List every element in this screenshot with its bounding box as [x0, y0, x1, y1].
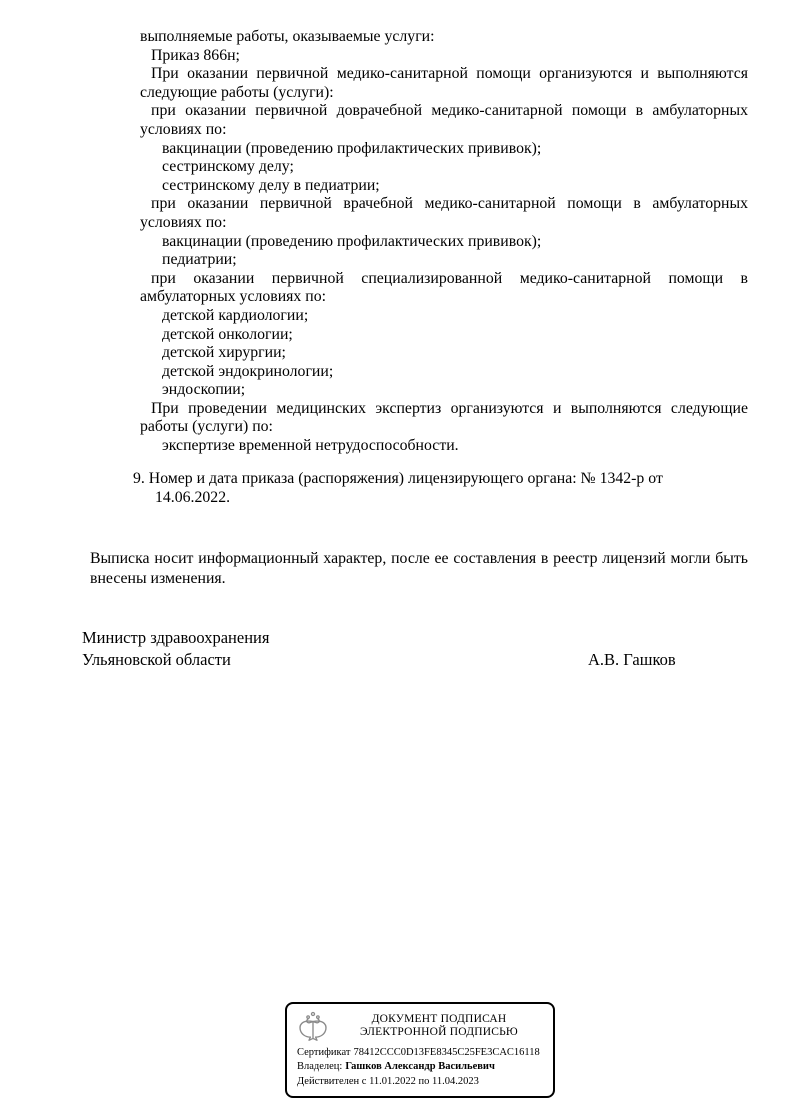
- signer-name: А.В. Гашков: [588, 650, 676, 669]
- order-number-line: 9. Номер и дата приказа (распоряжения) лицензирующего органа: № 1342-р от: [133, 470, 663, 487]
- digital-signature-stamp: [285, 1002, 555, 1098]
- stamp-details: [295, 1046, 545, 1089]
- body-line: вакцинации (проведению профилактических прививок);: [162, 139, 542, 157]
- body-line: детской эндокринологии;: [162, 362, 334, 380]
- body-line: условиях по:: [140, 213, 227, 231]
- body-line: экспертизе временной нетрудоспособности.: [162, 437, 459, 455]
- stamp-title-line: ЭЛЕКТРОННОЙ ПОДПИСЬЮ: [360, 1026, 518, 1038]
- body-line: сестринскому делу в педиатрии;: [162, 176, 380, 194]
- note-line: внесены изменения.: [90, 569, 226, 587]
- stamp-title: [335, 1013, 543, 1040]
- body-line: Приказ 866н;: [151, 46, 240, 64]
- body-line: педиатрии;: [162, 251, 237, 269]
- body-line: При оказании первичной медико-санитарной помощи организуются и выполняются: [151, 65, 748, 83]
- validity-line: Действителен с 11.01.2022 по 11.04.2023: [297, 1075, 479, 1087]
- body-line: при оказании первичной доврачебной медико-санитарной помощи в амбулаторных: [151, 102, 748, 120]
- body-line: условиях по:: [140, 120, 227, 138]
- body-line: сестринскому делу;: [162, 158, 294, 176]
- stamp-header: [295, 1009, 545, 1046]
- body-line: работы (услуги) по:: [140, 418, 273, 436]
- stamp-title-line: ДОКУМЕНТ ПОДПИСАН: [371, 1012, 507, 1025]
- signer-title-line: Ульяновской области: [82, 650, 231, 669]
- signer-title-line: Министр здравоохранения: [82, 628, 270, 647]
- services-section: [140, 28, 748, 456]
- body-line: при оказании первичной специализированной медико-санитарной помощи в: [151, 269, 748, 287]
- body-line: детской онкологии;: [162, 325, 293, 343]
- owner-label: Владелец:: [297, 1061, 343, 1073]
- body-line: При проведении медицинских экспертиз организуются и выполняются следующие: [151, 399, 748, 417]
- note-line: Выписка носит информационный характер, после ее составления в реестр лицензий могли быть: [90, 550, 748, 567]
- certificate-label: Сертификат: [297, 1047, 351, 1058]
- order-date-line: 14.06.2022.: [155, 489, 231, 506]
- body-line: эндоскопии;: [162, 381, 246, 399]
- owner-name: Гашков Александр Васильевич: [345, 1061, 495, 1073]
- certificate-line: [297, 1046, 545, 1060]
- certificate-value: 78412CCC0D13FE8345C25FE3CAC16118: [353, 1047, 540, 1058]
- body-line: детской кардиологии;: [162, 306, 309, 324]
- owner-line: [297, 1060, 545, 1074]
- coat-of-arms-icon: [297, 1010, 329, 1042]
- body-line: детской хирургии;: [162, 344, 286, 362]
- order-number-item: [133, 469, 748, 507]
- informational-note: [90, 549, 748, 588]
- body-line: следующие работы (услуги):: [140, 83, 334, 101]
- body-line: амбулаторных условиях по:: [140, 288, 326, 306]
- body-line: выполняемые работы, оказываемые услуги:: [140, 28, 435, 45]
- body-line: вакцинации (проведению профилактических прививок);: [162, 232, 542, 250]
- body-line: при оказании первичной врачебной медико-санитарной помощи в амбулаторных: [151, 195, 748, 213]
- signature-block: [82, 627, 732, 671]
